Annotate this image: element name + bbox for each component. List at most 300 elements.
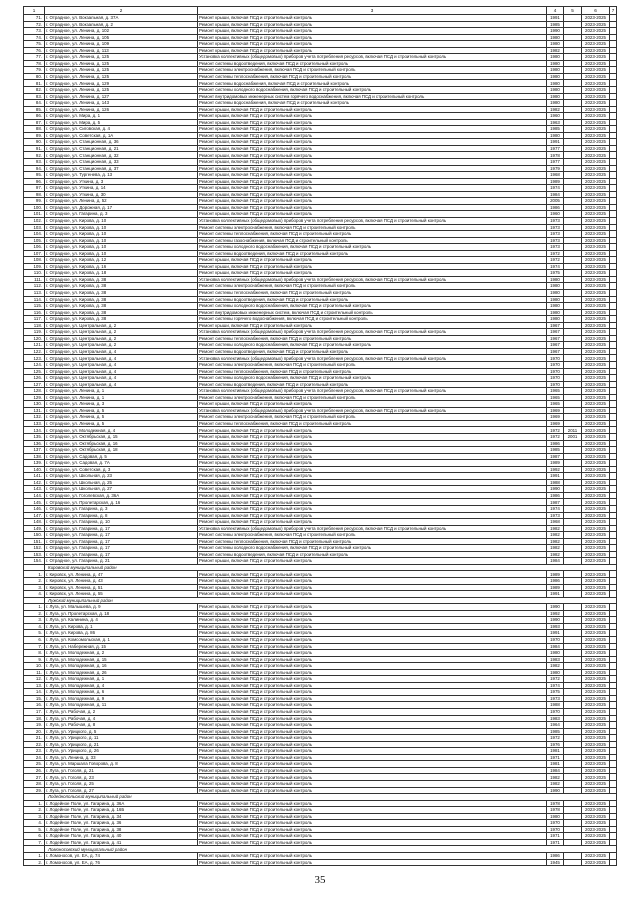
table-cell: г. Луга, ул. Набережная, д. 15 [45, 643, 198, 650]
table-cell: г. Лодейное Поле, ул. Гагарина, д. 34 [45, 813, 198, 820]
table-cell: 1980 [547, 100, 564, 107]
table-cell: 1970 [547, 708, 564, 715]
table-cell: 2023-2025 [582, 761, 610, 768]
table-cell: Ремонт крыши, включая ПСД и строительный контроль [198, 839, 547, 846]
table-cell: Ремонт системы водоотведения, включая ПСД и строительный контроль [198, 60, 547, 67]
table-cell: 29. [24, 787, 45, 794]
column-header: 4 [547, 7, 564, 15]
table-cell: Ремонт крыши, включая ПСД и строительный контроль [198, 204, 547, 211]
table-cell: Ремонт крыши, включая ПСД и строительный контроль [198, 558, 547, 565]
table-cell: г. Луга, ул. Пролетарская, д. 18 [45, 610, 198, 617]
table-cell: 2023-2025 [582, 270, 610, 277]
table-cell: 1970 [547, 826, 564, 833]
table-cell: 1977 [547, 159, 564, 166]
table-cell: Ремонт крыши, включая ПСД и строительный контроль [198, 479, 547, 486]
table-cell: Ремонт крыши, включая ПСД и строительный контроль [198, 754, 547, 761]
table-cell: Ремонт крыши, включая ПСД и строительный контроль [198, 41, 547, 48]
table-cell: Ремонт внутридомовых инженерных систем горячего водоснабжения, включая ПСД и строительный контроль [198, 93, 547, 100]
table-cell: 86. [24, 113, 45, 120]
table-cell: г. Отрадное, ул. Октябрьская, д. 16 [45, 440, 198, 447]
table-cell: г. Отрадное, ул. Садовая, д. 7А [45, 460, 198, 467]
table-cell: 7. [24, 643, 45, 650]
table-cell: 2. [24, 807, 45, 814]
table-cell: Ремонт системы холодного водоснабжения, включая ПСД и строительный контроль [198, 342, 547, 349]
table-cell: 2023-2025 [582, 682, 610, 689]
table-cell: 140. [24, 466, 45, 473]
table-cell: Ремонт крыши, включая ПСД и строительный контроль [198, 820, 547, 827]
table-cell: г. Луга, ул. Комсомольская, д. 1 [45, 636, 198, 643]
table-cell: г. Отрадное, ул. Гагарина, д. 17 [45, 551, 198, 558]
table-cell: 1991 [547, 473, 564, 480]
table-cell: г. Отрадное, ул. Центральная, д. 2 [45, 329, 198, 336]
table-cell: 26. [24, 767, 45, 774]
section-title: Лужский муниципальный район [45, 597, 617, 604]
table-cell: г. Луга, ул. Кирова, д. 86 [45, 630, 198, 637]
table-cell: 1969 [547, 407, 564, 414]
table-cell: 149. [24, 525, 45, 532]
table-cell: 2023-2025 [582, 217, 610, 224]
table-cell: Ремонт системы электроснабжения, включая ПСД и строительный контроль [198, 283, 547, 290]
table-cell: 2023-2025 [582, 420, 610, 427]
table-cell: Ремонт крыши, включая ПСД и строительный контроль [198, 191, 547, 198]
table-cell: 1982 [547, 538, 564, 545]
table-cell: 1986 [547, 578, 564, 585]
table-cell: 2023-2025 [582, 780, 610, 787]
table-cell: 1984 [547, 643, 564, 650]
table-cell: 1973 [547, 231, 564, 238]
table-cell: 1987 [547, 453, 564, 460]
table-cell: 1991 [547, 630, 564, 637]
table-cell: 1970 [547, 361, 564, 368]
table-cell: 117. [24, 316, 45, 323]
table-cell: г. Отрадное, ул. Центральная, д. 2 [45, 322, 198, 329]
table-cell: 92. [24, 152, 45, 159]
table-cell: Ремонт крыши, включая ПСД и строительный контроль [198, 682, 547, 689]
table-cell: 125. [24, 368, 45, 375]
table-cell: 1971 [547, 833, 564, 840]
table-cell: 1975 [547, 689, 564, 696]
table-cell: Ремонт крыши, включая ПСД и строительный контроль [198, 178, 547, 185]
table-cell: г. Отрадное, ул. Центральная, д. 2 [45, 335, 198, 342]
table-cell: 2023-2025 [582, 460, 610, 467]
table-cell: 2023-2025 [582, 60, 610, 67]
table-cell: 2023-2025 [582, 322, 610, 329]
table-cell: 2023-2025 [582, 139, 610, 146]
table-header-row [24, 7, 617, 15]
table-cell: 2023-2025 [582, 525, 610, 532]
table-cell: г. Отрадное, ул. Кирова, д. 38 [45, 296, 198, 303]
table-cell: 124. [24, 361, 45, 368]
table-cell: 71. [24, 15, 45, 22]
table-cell: 93. [24, 159, 45, 166]
table-cell: 78. [24, 60, 45, 67]
table-cell: Ремонт крыши, включая ПСД и строительный контроль [198, 512, 547, 519]
table-cell: 141. [24, 473, 45, 480]
table-cell: 2023-2025 [582, 591, 610, 598]
table-cell: г. Лодейное Поле, ул. Гагарина, д. 36А [45, 800, 198, 807]
table-cell: 2023-2025 [582, 106, 610, 113]
table-cell: 144. [24, 492, 45, 499]
table-cell: г. Луга, ул. Рабочая, д. 2 [45, 708, 198, 715]
table-cell: 1971 [547, 754, 564, 761]
table-cell: 1970 [547, 355, 564, 362]
column-header: 2 [45, 7, 198, 15]
table-cell: 1970 [547, 368, 564, 375]
table-cell: 1980 [547, 650, 564, 657]
table-cell: 102. [24, 217, 45, 224]
table-cell: 2023-2025 [582, 656, 610, 663]
table-cell: 1980 [547, 276, 564, 283]
table-cell: 12. [24, 676, 45, 683]
table-cell: 16. [24, 702, 45, 709]
table-cell: г. Луга, ул. Молодежная, д. 6 [45, 689, 198, 696]
table-cell: 15. [24, 695, 45, 702]
table-cell: 1990 [547, 604, 564, 611]
table-cell: Ремонт крыши, включая ПСД и строительный контроль [198, 767, 547, 774]
table-cell: Ремонт внутридомовых инженерных систем, включая ПСД и строительный контроль [198, 309, 547, 316]
table-cell: 2023-2025 [582, 689, 610, 696]
table-cell: г. Луга, ул. Маршала Говорова, д. 8 [45, 761, 198, 768]
table-cell: 107. [24, 250, 45, 257]
table-cell: г. Отрадное, ул. Кирова, д. 38 [45, 283, 198, 290]
table-cell: 151. [24, 538, 45, 545]
table-cell: 2023-2025 [582, 93, 610, 100]
table-cell: 2. [24, 859, 45, 866]
table-cell: г. Луга, ул. Калинина, д. 4 [45, 617, 198, 624]
table-cell: 1970 [547, 381, 564, 388]
table-cell: Ремонт системы водоотведения, включая ПСД и строительный контроль [198, 348, 547, 355]
table-cell: г. Отрадное, ул. Станционная, д. 37 [45, 165, 198, 172]
table-cell: 2023-2025 [582, 623, 610, 630]
table-cell: г. Лодейное Поле, ул. Гагарина, д. 41 [45, 839, 198, 846]
table-cell: 1982 [547, 47, 564, 54]
table-cell: 1989 [547, 178, 564, 185]
table-cell: 2023-2025 [582, 741, 610, 748]
table-cell: Ремонт крыши, включая ПСД и строительный контроль [198, 270, 547, 277]
table-cell: 1985 [547, 447, 564, 454]
table-cell: 2023-2025 [582, 774, 610, 781]
table-cell: 81. [24, 80, 45, 87]
table-cell: 2023-2025 [582, 813, 610, 820]
table-cell: 2023-2025 [582, 839, 610, 846]
table-cell: 2023-2025 [582, 145, 610, 152]
table-cell: г. Луга, ул. Гоголя, д. 27 [45, 787, 198, 794]
table-cell: 152. [24, 545, 45, 552]
table-cell: 94. [24, 165, 45, 172]
table-cell: 1982 [547, 106, 564, 113]
table-cell: 2023-2025 [582, 224, 610, 231]
table-cell: Ремонт крыши, включая ПСД и строительный контроль [198, 787, 547, 794]
table-cell: 2023-2025 [582, 329, 610, 336]
table-cell: 2023-2025 [582, 584, 610, 591]
table-cell: г. Луга, ул. Молодежная, д. 1 [45, 676, 198, 683]
table-cell: 2023-2025 [582, 381, 610, 388]
table-cell: г. Кировск, ул. Ленина, д. 51 [45, 584, 198, 591]
table-cell: г. Луга, ул. Гоголя, д. 23 [45, 774, 198, 781]
table-cell: 1985 [547, 728, 564, 735]
table-cell: г. Луга, ул. Урицкого, д. 11 [45, 735, 198, 742]
table-cell: 2023-2025 [582, 728, 610, 735]
table-cell: Ремонт крыши, включая ПСД и строительный контроль [198, 126, 547, 133]
table-cell: Установка коллективных (общедомовых) приборов учета потребления ресурсов, включая ПСД и строительный контроль [198, 355, 547, 362]
table-cell: 82. [24, 87, 45, 94]
table-cell: г. Отрадное, ул. Ленина, д. 125 [45, 87, 198, 94]
table-cell: 2023-2025 [582, 21, 610, 28]
table-cell: 1980 [547, 296, 564, 303]
table-cell: г. Отрадное, ул. Ленина, д. 125 [45, 54, 198, 61]
table-cell: Ремонт крыши, включая ПСД и строительный контроль [198, 708, 547, 715]
table-cell: г. Отрадное, ул. Центральная, д. 4 [45, 355, 198, 362]
table-cell: Ремонт системы теплоснабжения, включая ПСД и строительный контроль [198, 420, 547, 427]
table-cell: Ремонт крыши, включая ПСД и строительный контроль [198, 591, 547, 598]
section-title: Ломоносовский муниципальный район [45, 846, 617, 853]
table-cell: 1945 [547, 859, 564, 866]
table-cell: 146. [24, 506, 45, 513]
table-cell: 19. [24, 722, 45, 729]
table-cell: 23. [24, 748, 45, 755]
table-cell: г. Отрадное, ул. Тургенева, д. 13 [45, 172, 198, 179]
table-cell: Ремонт системы холодного водоснабжения, включая ПСД и строительный контроль [198, 244, 547, 251]
table-cell: 27. [24, 774, 45, 781]
table-cell: 2023-2025 [582, 34, 610, 41]
table-cell: 1975 [547, 270, 564, 277]
table-cell: 1986 [547, 204, 564, 211]
table-cell: г. Отрадное, ул. Центральная, д. 2 [45, 342, 198, 349]
table-cell: 2023-2025 [582, 80, 610, 87]
table-cell: 25. [24, 761, 45, 768]
table-cell: Ремонт крыши, включая ПСД и строительный контроль [198, 453, 547, 460]
table-cell: Ремонт крыши, включая ПСД и строительный контроль [198, 257, 547, 264]
table-cell: 2023-2025 [582, 643, 610, 650]
table-cell: 99. [24, 198, 45, 205]
table-cell: 118. [24, 322, 45, 329]
table-cell: Ремонт крыши, включая ПСД и строительный контроль [198, 145, 547, 152]
table-cell: г. Отрадное, ул. Школьная, д. 27 [45, 486, 198, 493]
table-cell: 1982 [547, 551, 564, 558]
table-cell: г. Отрадное, ул. Школьная, д. 25 [45, 479, 198, 486]
table-cell: 1982 [547, 532, 564, 539]
table-cell: 80. [24, 73, 45, 80]
table-cell: 1980 [547, 132, 564, 139]
table-cell: 88. [24, 126, 45, 133]
table-cell: 2023-2025 [582, 650, 610, 657]
table-cell: 1987 [547, 499, 564, 506]
column-header: 6 [582, 7, 610, 15]
table-cell: 2023-2025 [582, 715, 610, 722]
table-cell: Ремонт системы теплоснабжения, включая ПСД и строительный контроль [198, 368, 547, 375]
table-cell: 1980 [547, 813, 564, 820]
table-cell: 5. [24, 630, 45, 637]
table-cell: г. Луга, ул. Молодежная, д. 16 [45, 663, 198, 670]
table-cell: Ремонт крыши, включая ПСД и строительный контроль [198, 722, 547, 729]
table-cell: 1973 [547, 217, 564, 224]
table-cell: 1989 [547, 460, 564, 467]
table-cell: 2023-2025 [582, 735, 610, 742]
table-cell: 113. [24, 289, 45, 296]
table-cell: 2005 [547, 198, 564, 205]
table-cell: Ремонт системы электроснабжения, включая ПСД и строительный контроль [198, 361, 547, 368]
table-cell: 1970 [547, 375, 564, 382]
table-cell: Ремонт крыши, включая ПСД и строительный контроль [198, 185, 547, 192]
table-cell: 1986 [547, 853, 564, 860]
table-cell: г. Отрадное, ул. Ленина, д. 5 [45, 414, 198, 421]
table-cell: 1990 [547, 787, 564, 794]
table-cell: г. Отрадное, ул. Советская, д. 1А [45, 132, 198, 139]
table-cell: 2023-2025 [582, 303, 610, 310]
table-cell: 1980 [547, 34, 564, 41]
table-cell: 1985 [547, 126, 564, 133]
table-cell: 1. [24, 853, 45, 860]
table-cell: 1980 [547, 309, 564, 316]
table-cell: г. Отрадное, ул. Ленина, д. 126 [45, 106, 198, 113]
table-cell: 106. [24, 244, 45, 251]
table-cell: 1980 [547, 93, 564, 100]
table-cell: Ремонт системы теплоснабжения, включая ПСД и строительный контроль [198, 335, 547, 342]
table-cell: 145. [24, 499, 45, 506]
table-cell: 2023-2025 [582, 807, 610, 814]
table-cell: Ремонт крыши, включая ПСД и строительный контроль [198, 401, 547, 408]
table-cell: 2023-2025 [582, 244, 610, 251]
table-cell: Ремонт крыши, включая ПСД и строительный контроль [198, 47, 547, 54]
table-cell: 2023-2025 [582, 479, 610, 486]
table-cell: 1991 [547, 591, 564, 598]
section-title: Лодейнопольский муниципальный район [45, 794, 617, 801]
table-cell: Ремонт крыши, включая ПСД и строительный контроль [198, 761, 547, 768]
table-cell: 83. [24, 93, 45, 100]
table-cell: г. Отрадное, ул. Кирова, д. 38 [45, 309, 198, 316]
table-cell: 14. [24, 689, 45, 696]
table-cell: 1960 [547, 211, 564, 218]
table-cell: г. Отрадное, ул. Центральная, д. 4 [45, 361, 198, 368]
table-cell: г. Отрадное, ул. Гоголевская, д. 36А [45, 492, 198, 499]
table-cell: Ремонт крыши, включая ПСД и строительный контроль [198, 21, 547, 28]
table-cell: 2023-2025 [582, 316, 610, 323]
table-cell: 2023-2025 [582, 73, 610, 80]
table-cell: Ремонт крыши, включая ПСД и строительный контроль [198, 447, 547, 454]
table-cell: Установка коллективных (общедомовых) приборов учета потребления ресурсов, включая ПСД и строительный контроль [198, 217, 547, 224]
column-header: 5 [564, 7, 582, 15]
table-cell: 2001 [564, 434, 582, 441]
table-cell: 1967 [547, 335, 564, 342]
table-cell: г. Отрадное, ул. Молодежная, д. 4 [45, 427, 198, 434]
table-cell: 1982 [547, 545, 564, 552]
table-cell: 126. [24, 375, 45, 382]
table-cell: 4. [24, 591, 45, 598]
table-cell: г. Отрадное, ул. Уткина, д. 30 [45, 191, 198, 198]
table-cell: 1. [24, 800, 45, 807]
table-cell: 1967 [547, 348, 564, 355]
table-cell: 104. [24, 231, 45, 238]
table-cell: 2023-2025 [582, 407, 610, 414]
table-cell: 2. [24, 578, 45, 585]
table-cell: Ремонт крыши, включая ПСД и строительный контроль [198, 663, 547, 670]
table-cell: 72. [24, 21, 45, 28]
table-cell: г. Отрадное, ул. Кирова, д. 12 [45, 257, 198, 264]
table-cell: 1979 [547, 165, 564, 172]
table-cell: 114. [24, 296, 45, 303]
table-cell: 1988 [547, 702, 564, 709]
table-cell: 8. [24, 650, 45, 657]
table-cell: 5. [24, 826, 45, 833]
table-cell: г. Отрадное, ул. Гагарина, д. 17 [45, 532, 198, 539]
table-cell: 2023-2025 [582, 440, 610, 447]
table-cell: 2023-2025 [582, 276, 610, 283]
table-cell: г. Лодейное Поле, ул. Гагарина, д. 38 [45, 826, 198, 833]
table-cell: 17. [24, 708, 45, 715]
table-cell: Ремонт крыши, включая ПСД и строительный контроль [198, 630, 547, 637]
table-cell: Ремонт крыши, включая ПСД и строительный контроль [198, 578, 547, 585]
table-cell: Ремонт системы теплоснабжения, включая ПСД и строительный контроль [198, 538, 547, 545]
table-cell: Ремонт крыши, включая ПСД и строительный контроль [198, 656, 547, 663]
table-cell: г. Отрадное, ул. Гагарина, д. 17 [45, 538, 198, 545]
table-cell: 6. [24, 833, 45, 840]
table-cell: 1985 [547, 21, 564, 28]
table-cell: 1972 [547, 250, 564, 257]
table-cell: г. Отрадное, ул. Кирова, д. 10 [45, 217, 198, 224]
table-cell: 2023-2025 [582, 342, 610, 349]
table-cell: Ремонт системы водоснабжения, включая ПСД и строительный контроль [198, 80, 547, 87]
table-cell: 1986 [547, 440, 564, 447]
table-cell: Ремонт крыши, включая ПСД и строительный контроль [198, 689, 547, 696]
table-cell: Ремонт крыши, включая ПСД и строительный контроль [198, 427, 547, 434]
table-cell: г. Луга, ул. Гоголя, д. 21 [45, 767, 198, 774]
table-cell: г. Луга, ул. Рабочая, д. 8 [45, 722, 198, 729]
table-cell: 105. [24, 237, 45, 244]
table-cell: 121. [24, 342, 45, 349]
table-cell: 74. [24, 34, 45, 41]
table-cell: 2023-2025 [582, 519, 610, 526]
table-cell: 123. [24, 355, 45, 362]
table-cell: 1967 [547, 322, 564, 329]
table-cell: 2011 [564, 427, 582, 434]
table-cell: 2023-2025 [582, 702, 610, 709]
table-cell: Ремонт крыши, включая ПСД и строительный контроль [198, 741, 547, 748]
table-cell: г. Отрадное, ул. Кирова, д. 38 [45, 316, 198, 323]
table-cell: 1965 [547, 388, 564, 395]
table-cell: г. Отрадное, ул. Гагарина, д. 10 [45, 519, 198, 526]
table-cell: Ремонт крыши, включая ПСД и строительный контроль [198, 152, 547, 159]
table-cell: 1991 [547, 139, 564, 146]
table-cell: 79. [24, 67, 45, 74]
table-cell: 24. [24, 754, 45, 761]
table-cell: 1972 [547, 427, 564, 434]
table-cell: г. Луга, ул. Рабочая, д. 4 [45, 715, 198, 722]
table-cell: 1978 [547, 800, 564, 807]
table-cell: 2023-2025 [582, 820, 610, 827]
table-cell: Ремонт крыши, включая ПСД и строительный контроль [198, 604, 547, 611]
table-cell: г. Отрадное, ул. Станционная, д. 33 [45, 159, 198, 166]
table-cell: 1982 [547, 525, 564, 532]
table-cell: 134. [24, 427, 45, 434]
table-cell: Ремонт крыши, включая ПСД и строительный контроль [198, 519, 547, 526]
table-cell: 2023-2025 [582, 132, 610, 139]
table-cell: г. Луга, ул. Молодежная, д. 26 [45, 669, 198, 676]
table-cell: Ремонт крыши, включая ПСД и строительный контроль [198, 499, 547, 506]
table-cell: Ремонт крыши, включая ПСД и строительный контроль [198, 434, 547, 441]
table-cell: 2023-2025 [582, 204, 610, 211]
table-cell: 1974 [547, 682, 564, 689]
table-cell: 2023-2025 [582, 237, 610, 244]
table-cell: г. Отрадное, ул. Ленина, д. 125 [45, 67, 198, 74]
table-cell: 1972 [547, 257, 564, 264]
table-cell: 2023-2025 [582, 309, 610, 316]
table-cell: 1970 [547, 636, 564, 643]
table-cell: г. Отрадное, ул. Садовая, д. 5 [45, 453, 198, 460]
table-cell: Ремонт крыши, включая ПСД и строительный контроль [198, 800, 547, 807]
table-cell: г. Луга, ул. Кирова, д. 1 [45, 623, 198, 630]
table-cell: г. Отрадное, ул. Уткина, д. 14 [45, 185, 198, 192]
table-cell: 1978 [547, 807, 564, 814]
